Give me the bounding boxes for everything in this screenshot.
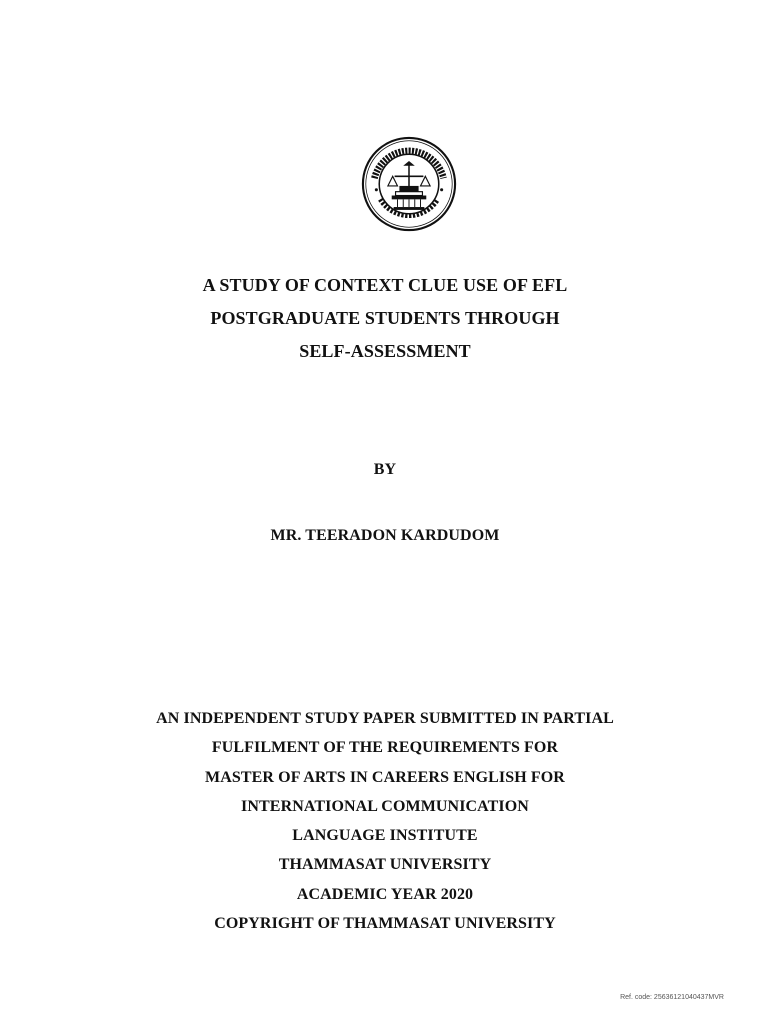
title-line: POSTGRADUATE STUDENTS THROUGH	[210, 308, 560, 328]
title-line: SELF-ASSESSMENT	[299, 341, 471, 361]
submission-line: INTERNATIONAL COMMUNICATION	[241, 797, 529, 815]
thammasat-university-seal-icon	[361, 136, 457, 232]
title-line: A STUDY OF CONTEXT CLUE USE OF EFL	[202, 275, 568, 295]
university-seal	[361, 136, 457, 232]
submission-line: MASTER OF ARTS IN CAREERS ENGLISH FOR	[205, 768, 565, 786]
submission-line: LANGUAGE INSTITUTE	[292, 827, 478, 845]
submission-line: COPYRIGHT OF THAMMASAT UNIVERSITY	[214, 915, 556, 933]
submission-line: ACADEMIC YEAR 2020	[296, 885, 474, 903]
by-label: BY	[373, 461, 397, 478]
author-name: MR. TEERADON KARDUDOM	[270, 527, 500, 544]
submission-line: FULFILMENT OF THE REQUIREMENTS FOR	[211, 739, 559, 757]
thesis-title	[0, 272, 770, 371]
submission-statement	[0, 708, 770, 942]
submission-line: AN INDEPENDENT STUDY PAPER SUBMITTED IN PARTIAL	[156, 710, 614, 727]
submission-line: THAMMASAT UNIVERSITY	[278, 856, 492, 874]
reference-code: Ref. code: 25636121040437MVR	[620, 994, 724, 1001]
